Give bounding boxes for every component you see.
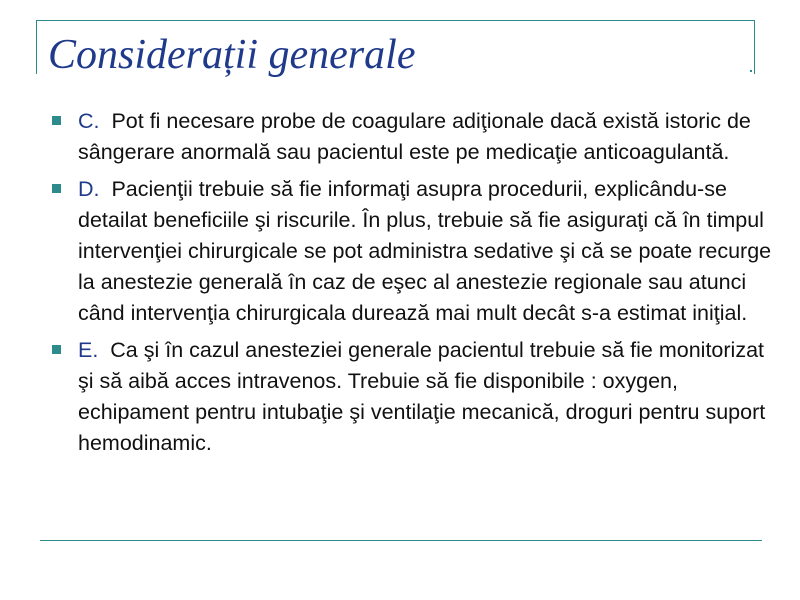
square-bullet-icon	[52, 345, 61, 354]
list-item-text	[78, 338, 765, 455]
square-bullet-icon	[52, 116, 61, 125]
item-letter: C.	[78, 109, 100, 133]
list-item-e	[48, 335, 778, 459]
list-item-text	[78, 177, 771, 325]
item-letter: E.	[78, 338, 99, 362]
list-item-c	[48, 106, 778, 168]
square-bullet-icon	[52, 184, 61, 193]
frame-right-line	[754, 20, 755, 74]
frame-bottom-line	[40, 540, 762, 541]
slide-title: Considerații generale	[48, 32, 416, 78]
item-letter: D.	[78, 177, 100, 201]
item-body: Pot fi necesare probe de coagulare adiţionale dacă există istoric de sângerare anormală sau pacientul este pe medicaţie anticoagulantă.	[78, 109, 751, 164]
decorative-dot	[750, 70, 752, 72]
list-item-text	[78, 109, 751, 164]
list-item-d	[48, 174, 778, 329]
bullet-list	[48, 106, 778, 465]
item-body: Pacienţii trebuie să fie informaţi asupra procedurii, explicându-se detailat beneficiile şi riscurile. În plus, trebuie să fie asiguraţi că în timpul intervenţiei chirurgicale se pot administra sedative şi că se poate recurge la anestezie generală în caz de eşec al anestezie regionale sau atunci când intervenţia chirurgicala durează mai mult decât s-a estimat iniţial.	[78, 177, 772, 325]
item-body: Ca şi în cazul anesteziei generale pacientul trebuie să fie monitorizat şi să aibă acces intravenos. Trebuie să fie disponibile : oxygen, echipament pentru intubaţie şi ventilaţie mecanică, droguri pentru suport hemodinamic.	[78, 338, 766, 455]
frame-top-line	[36, 20, 754, 21]
frame-left-line	[36, 20, 37, 74]
